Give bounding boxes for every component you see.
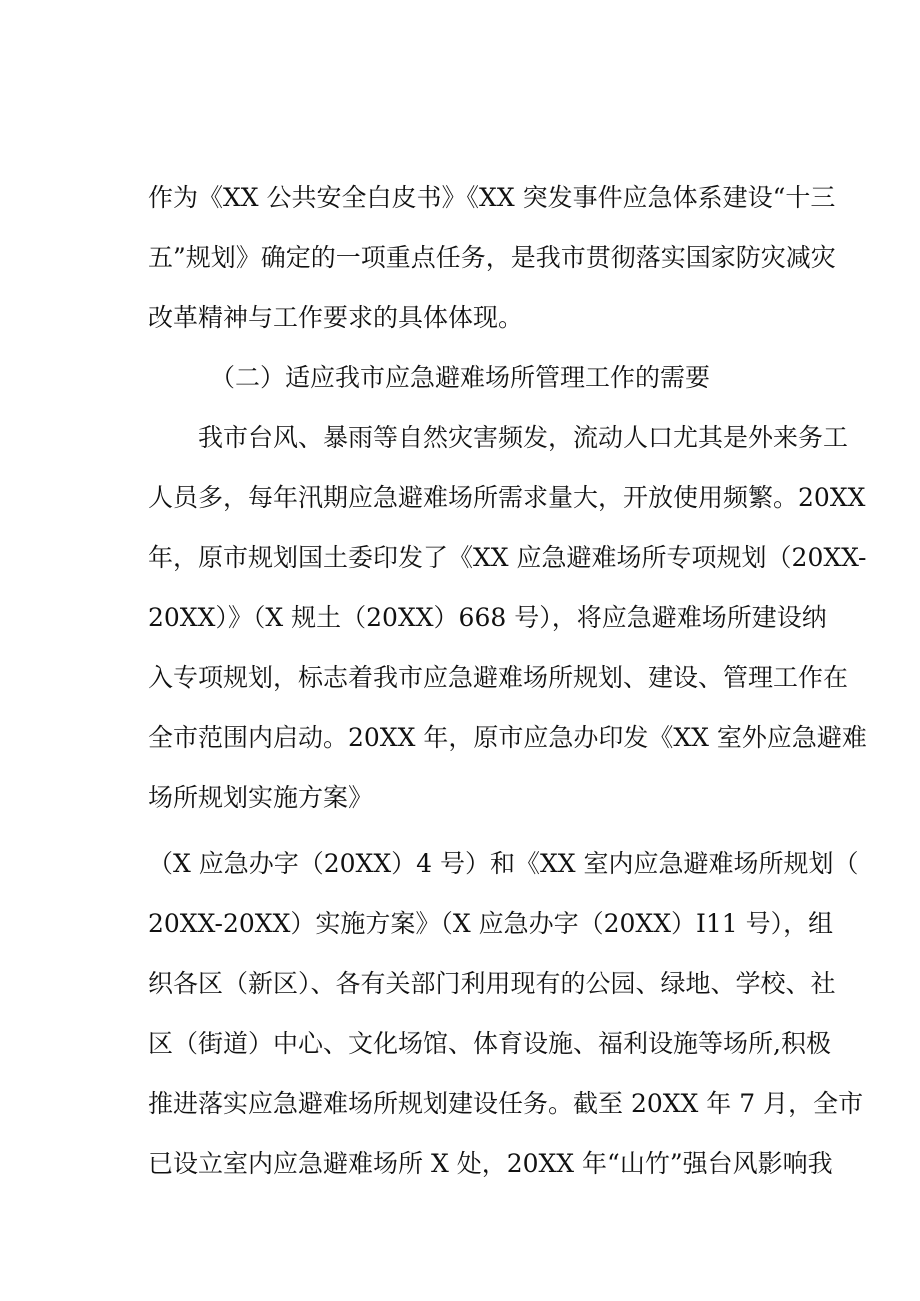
paragraph-2-line-7: 场所规划实施方案》 (148, 783, 374, 812)
paragraph-2-line-2: 人员多，每年汛期应急避难场所需求量大，开放使用频繁。20XX (148, 483, 866, 512)
paragraph-1-line-2: 五”规划》确定的一项重点任务，是我市贯彻落实国家防灾减灾 (148, 243, 836, 272)
paragraph-3-line-1: （X 应急办字（20XX）4 号）和《XX 室内应急避难场所规划（ (148, 849, 859, 878)
paragraph-2-line-1: 我市台风、暴雨等自然灾害频发，流动人口尤其是外来务工 (148, 423, 849, 452)
paragraph-1-line-1: 作为《XX 公共安全白皮书》《XX 突发事件应急体系建设“十三 (148, 183, 836, 212)
paragraph-3-line-6: 已设立室内应急避难场所 X 处，20XX 年“山竹”强台风影响我 (148, 1149, 833, 1178)
section-heading-2: （二）适应我市应急避难场所管理工作的需要 (209, 363, 710, 392)
paragraph-2-line-3: 年，原市规划国土委印发了《XX 应急避难场所专项规划（20XX- (148, 543, 867, 572)
paragraph-1-line-3: 改革精神与工作要求的具体体现。 (148, 303, 524, 332)
paragraph-2-line-4: 20XX）》（X 规土（20XX）668 号），将应急避难场所建设纳 (148, 603, 827, 632)
paragraph-2-line-5: 入专项规划，标志着我市应急避难场所规划、建设、管理工作在 (148, 663, 849, 692)
paragraph-2-line-6: 全市范围内启动。20XX 年，原市应急办印发《XX 室外应急避难 (148, 723, 867, 752)
paragraph-3-line-3: 织各区（新区）、各有关部门利用现有的公园、绿地、学校、社 (148, 969, 836, 998)
paragraph-3-line-5: 推进落实应急避难场所规划建设任务。截至 20XX 年 7 月，全市 (148, 1089, 864, 1118)
paragraph-3-line-2: 20XX-20XX）实施方案》（X 应急办字（20XX）I11 号），组 (148, 909, 834, 938)
paragraph-3-line-4: 区（街道）中心、文化场馆、体育设施、福利设施等场所,积极 (148, 1029, 831, 1058)
